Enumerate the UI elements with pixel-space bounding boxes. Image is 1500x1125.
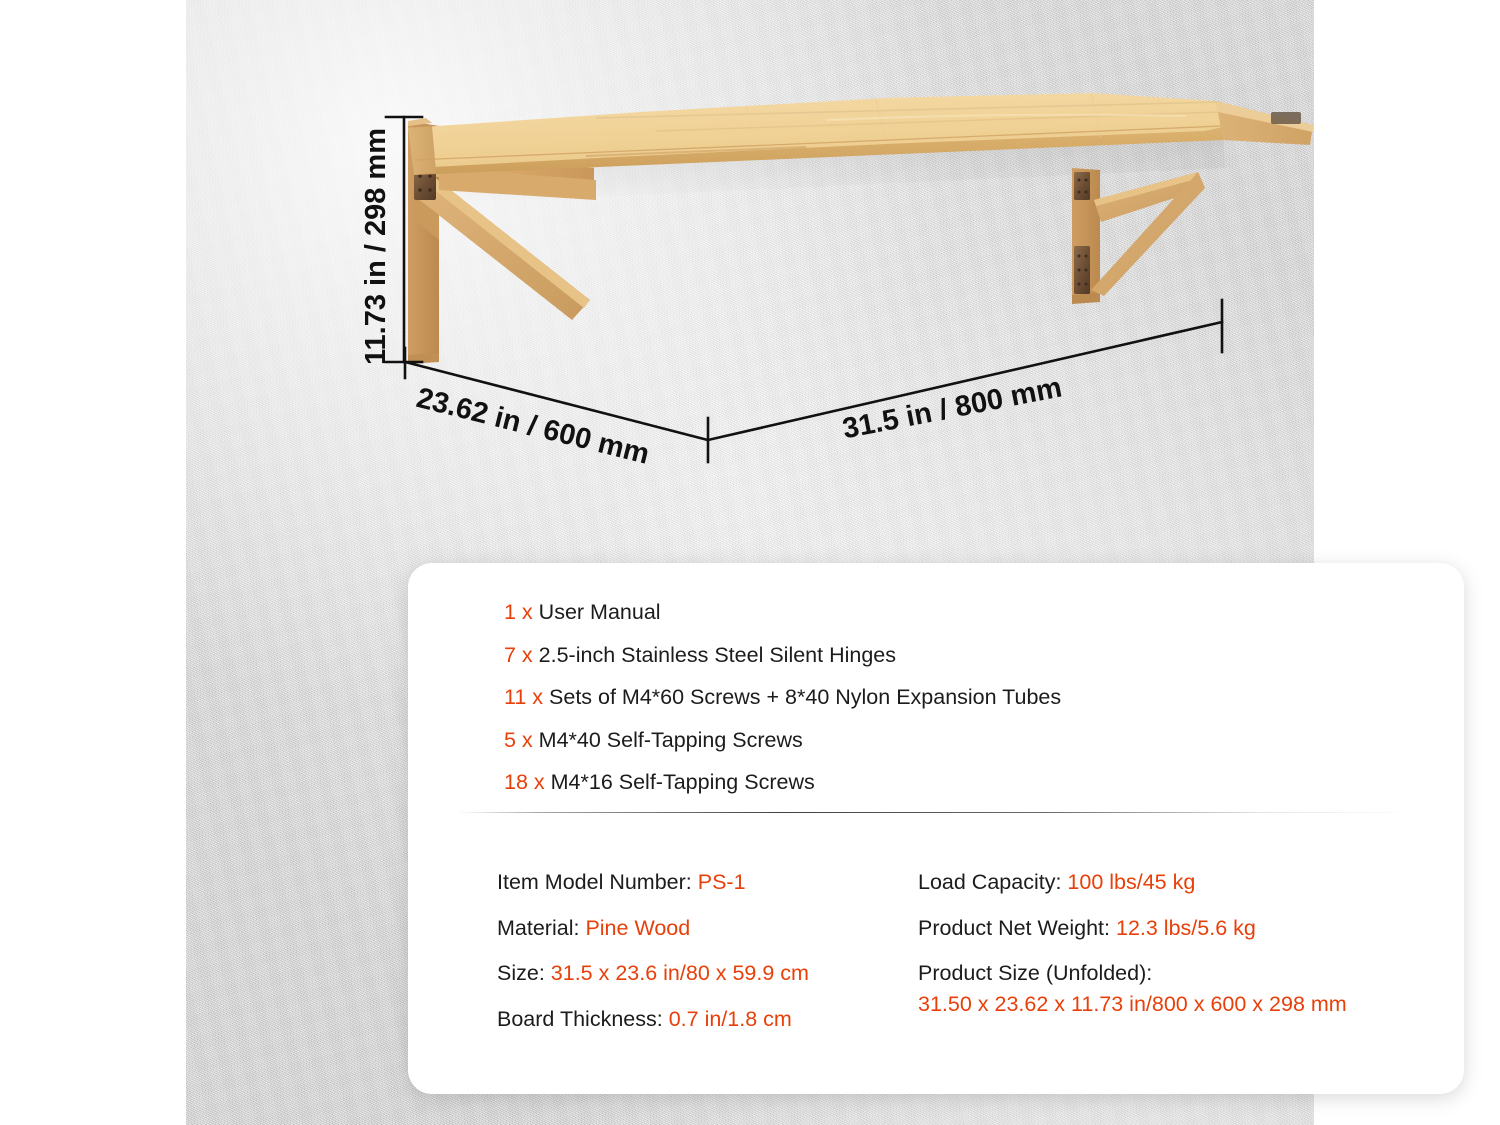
- spec-value: Pine Wood: [585, 915, 691, 940]
- packing-quantity: 1 x: [504, 600, 533, 624]
- packing-quantity: 18 x: [504, 770, 545, 794]
- spec-value: 0.7 in/1.8 cm: [668, 1006, 792, 1031]
- spec-label: Product Net Weight:: [918, 915, 1110, 940]
- product-photo-panel: [186, 0, 1347, 1125]
- spec-value: 12.3 lbs/5.6 kg: [1115, 915, 1256, 940]
- spec-row: [918, 860, 1418, 906]
- specs-column-left: [497, 860, 917, 1042]
- spec-row: [497, 997, 917, 1043]
- list-item: [504, 634, 1404, 677]
- packing-item-name: M4*40 Self-Tapping Screws: [538, 727, 803, 752]
- packing-quantity: 7 x: [504, 642, 533, 667]
- spec-row: [497, 906, 917, 952]
- packing-item-name: User Manual: [538, 600, 661, 624]
- spec-label: Item Model Number:: [497, 870, 692, 894]
- packing-item-name: 2.5-inch Stainless Steel Silent Hinges: [538, 642, 897, 667]
- spec-value: 31.50 x 23.62 x 11.73 in/800 x 600 x 298 mm: [918, 992, 1347, 1016]
- height-dimension-label: 11.73 in / 298 mm: [360, 128, 392, 365]
- spec-row-product-size: [918, 951, 1418, 1020]
- list-item: [504, 676, 1404, 719]
- spec-row: [918, 906, 1418, 952]
- spec-value: 100 lbs/45 kg: [1067, 870, 1196, 894]
- spec-label: Product Size (Unfolded):: [918, 961, 1153, 985]
- packing-item-name: M4*16 Self-Tapping Screws: [550, 770, 815, 794]
- spec-label: Material:: [497, 915, 580, 940]
- spec-row: [497, 860, 917, 906]
- dimension-annotations: [186, 0, 1314, 560]
- spec-label: Load Capacity:: [918, 870, 1062, 894]
- specs-column-right: [918, 860, 1418, 1020]
- list-item: [504, 719, 1404, 762]
- list-item: [504, 761, 1404, 804]
- spec-row: [497, 951, 917, 997]
- width-dimension-label: 31.5 in / 800 mm: [840, 371, 1065, 446]
- packing-item-name: Sets of M4*60 Screws + 8*40 Nylon Expansion Tubes: [549, 685, 1062, 709]
- spec-value: 31.5 x 23.6 in/80 x 59.9 cm: [550, 961, 809, 985]
- spec-value: PS-1: [697, 870, 746, 894]
- specification-card: [408, 563, 1464, 1094]
- card-divider: [456, 812, 1416, 813]
- depth-dimension-label: 23.62 in / 600 mm: [413, 382, 653, 471]
- packing-quantity: 11 x: [504, 685, 544, 709]
- packing-list: [504, 591, 1404, 804]
- spec-label: Board Thickness:: [497, 1006, 663, 1031]
- packing-quantity: 5 x: [504, 727, 533, 752]
- list-item: [504, 591, 1404, 634]
- spec-label: Size:: [497, 961, 545, 985]
